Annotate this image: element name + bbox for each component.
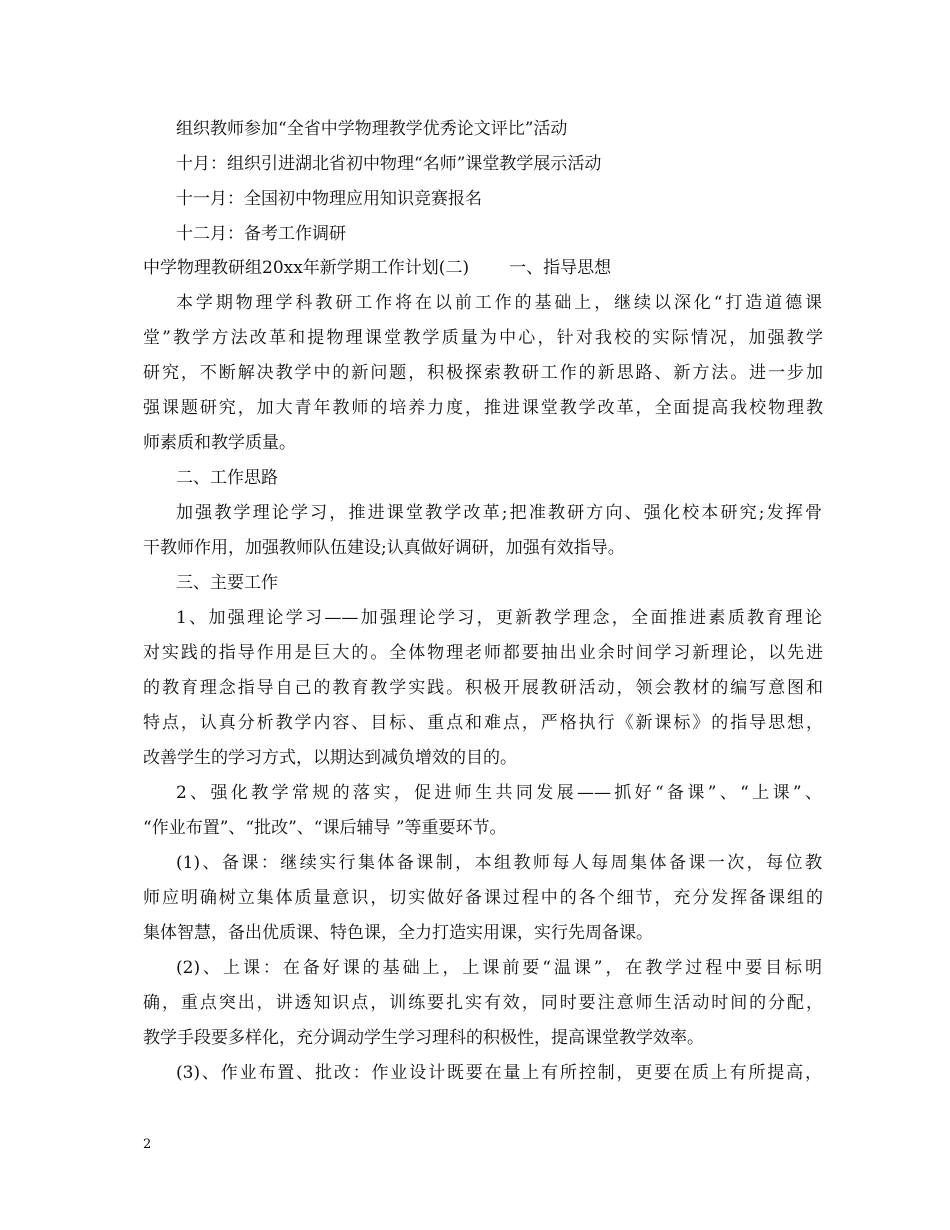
section-heading: 三、主要工作 [176, 573, 278, 593]
paragraph-line: 的教育理念指导自己的教育教学实践。积极开展教研活动，领会教材的编写意图和 [143, 678, 823, 698]
paragraph-line: 对实践的指导作用是巨大的。全体物理老师都要抽出业余时间学习新理论，以先进 [143, 643, 823, 663]
paragraph-line: 教学手段要多样化，充分调动学生学习理科的积极性，提高课堂教学效率。 [143, 1028, 704, 1048]
page-number: 2 [143, 1137, 152, 1152]
paragraph-line: 师素质和教学质量。 [143, 433, 296, 453]
paragraph-line: 强课题研究，加大青年教师的培养力度，推进课堂教学改革，全面提高我校物理教 [143, 398, 823, 418]
paragraph-line: 堂”教学方法改革和提物理课堂教学质量为中心，针对我校的实际情况，加强教学 [143, 328, 823, 348]
paragraph-line: (3)、作业布置、批改：作业设计既要在量上有所控制，更要在质上有所提高， [176, 1063, 822, 1083]
intro-line: 组织教师参加“全省中学物理教学优秀论文评比”活动 [176, 119, 568, 139]
section-heading: 一、指导思想 [509, 258, 612, 278]
paragraph-line: 干教师作用，加强教师队伍建设;认真做好调研，加强有效指导。 [143, 538, 625, 558]
paragraph-line: 确，重点突出，讲透知识点，训练要扎实有效，同时要注意师生活动时间的分配， [143, 993, 823, 1013]
paragraph-line: “作业布置”、“批改”、“课后辅导 ”等重要环节。 [143, 818, 507, 838]
paragraph-line: 改善学生的学习方式，以期达到减负增效的目的。 [143, 748, 517, 768]
section-heading: 二、工作思路 [176, 468, 278, 488]
paragraph-line: 本学期物理学科教研工作将在以前工作的基础上，继续以深化“打造道德课 [176, 293, 822, 313]
paragraph-line: (2)、上课：在备好课的基础上，上课前要“温课”，在教学过程中要目标明 [176, 958, 822, 978]
paragraph-line: (1)、备课：继续实行集体备课制，本组教师每人每周集体备课一次，每位教 [176, 853, 822, 873]
paragraph-line: 集体智慧，备出优质课、特色课，全力打造实用课，实行先周备课。 [143, 923, 653, 943]
intro-line: 十二月：备考工作调研 [176, 224, 346, 244]
paragraph-line: 加强教学理论学习，推进课堂教学改革;把准教研方向、强化校本研究;发挥骨 [176, 503, 822, 523]
intro-line: 十一月：全国初中物理应用知识竞赛报名 [176, 189, 482, 209]
paragraph-line: 研究，不断解决教学中的新问题，积极探索教研工作的新思路、新方法。进一步加 [143, 363, 823, 383]
paragraph-line: 特点，认真分析教学内容、目标、重点和难点，严格执行《新课标》的指导思想， [143, 713, 823, 733]
document-title: 中学物理教研组20xx年新学期工作计划(二) [143, 258, 470, 278]
paragraph-line: 1、加强理论学习——加强理论学习，更新教学理念，全面推进素质教育理论 [176, 608, 822, 628]
title-line [143, 257, 823, 279]
paragraph-line: 2、强化教学常规的落实，促进师生共同发展——抓好“备课”、“上课”、 [176, 783, 822, 803]
intro-line: 十月：组织引进湖北省初中物理“名师”课堂教学展示活动 [176, 154, 602, 174]
paragraph-line: 师应明确树立集体质量意识，切实做好备课过程中的各个细节，充分发挥备课组的 [143, 888, 823, 908]
